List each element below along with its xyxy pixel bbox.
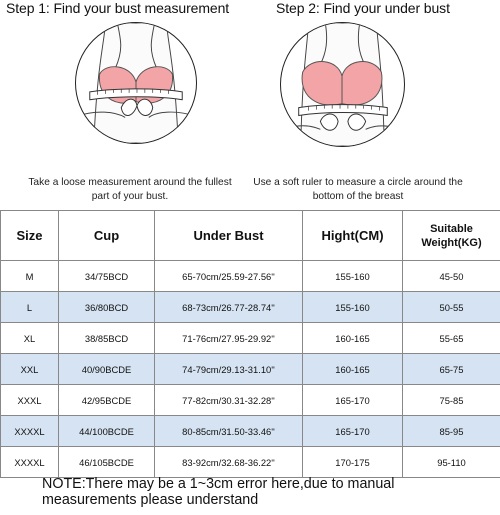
cell-height: 170-175 — [303, 447, 403, 478]
cell-cup: 44/100BCDE — [59, 416, 155, 447]
cell-under-bust: 74-79cm/29.13-31.10'' — [155, 354, 303, 385]
step-1-caption-line-2: part of your bust. — [91, 191, 169, 202]
step-1-caption-line-1: Take a loose measurement around the fullest — [28, 177, 232, 188]
cell-height: 165-170 — [303, 385, 403, 416]
table-row — [1, 292, 500, 323]
cell-weight: 50-55 — [403, 292, 500, 323]
cell-under-bust: 83-92cm/32.68-36.22'' — [155, 447, 303, 478]
step-1-title: Step 1: Find your bust measurement — [6, 0, 230, 16]
table-header-row — [1, 211, 500, 261]
bust-measurement-figure — [76, 23, 196, 143]
cell-under-bust: 68-73cm/26.77-28.74'' — [155, 292, 303, 323]
header-weight — [403, 211, 500, 261]
cell-height: 165-170 — [303, 416, 403, 447]
table-row — [1, 323, 500, 354]
header-under-bust: Under Bust — [155, 211, 303, 261]
cell-height: 155-160 — [303, 261, 403, 292]
table-row — [1, 416, 500, 447]
cell-cup: 36/80BCD — [59, 292, 155, 323]
cell-cup: 46/105BCDE — [59, 447, 155, 478]
cell-weight: 85-95 — [403, 416, 500, 447]
error-note-line-2: measurements please understand — [42, 492, 259, 508]
cell-weight: 65-75 — [403, 354, 500, 385]
size-chart-table — [0, 210, 500, 478]
cell-under-bust: 65-70cm/25.59-27.56'' — [155, 261, 303, 292]
step-2-caption-line-1: Use a soft ruler to measure a circle around the — [253, 177, 463, 188]
cell-height: 160-165 — [303, 354, 403, 385]
cell-height: 155-160 — [303, 292, 403, 323]
table-row — [1, 385, 500, 416]
cell-weight: 95-110 — [403, 447, 500, 478]
cell-cup: 38/85BCD — [59, 323, 155, 354]
table-row — [1, 447, 500, 478]
under-bust-figure — [281, 23, 404, 146]
cell-cup: 42/95BCDE — [59, 385, 155, 416]
header-weight-line-1: Suitable — [430, 222, 473, 235]
header-height: Hight(CM) — [303, 211, 403, 261]
cell-weight: 75-85 — [403, 385, 500, 416]
cell-height: 160-165 — [303, 323, 403, 354]
header-cup: Cup — [59, 211, 155, 261]
header-weight-line-2: Weight(KG) — [421, 236, 482, 249]
cell-cup: 40/90BCDE — [59, 354, 155, 385]
step-2-title: Step 2: Find your under bust — [276, 0, 450, 16]
cell-weight: 45-50 — [403, 261, 500, 292]
error-note-line-1: NOTE:There may be a 1~3cm error here,due to manual — [42, 476, 395, 492]
cell-size: L — [1, 292, 59, 323]
table-row — [1, 354, 500, 385]
cell-size: M — [1, 261, 59, 292]
cell-size: XXL — [1, 354, 59, 385]
table-row — [1, 261, 500, 292]
cell-size: XXXXL — [1, 447, 59, 478]
step-2-caption-line-2: bottom of the breast — [312, 191, 404, 202]
bust-measurement-illustration — [75, 22, 197, 144]
cell-weight: 55-65 — [403, 323, 500, 354]
error-note — [42, 476, 394, 508]
header-size: Size — [1, 211, 59, 261]
cell-cup: 34/75BCD — [59, 261, 155, 292]
cell-under-bust: 80-85cm/31.50-33.46'' — [155, 416, 303, 447]
cell-size: XXXXL — [1, 416, 59, 447]
cell-under-bust: 77-82cm/30.31-32.28'' — [155, 385, 303, 416]
step-1-caption — [10, 176, 250, 204]
cell-size: XL — [1, 323, 59, 354]
cell-size: XXXL — [1, 385, 59, 416]
cell-under-bust: 71-76cm/27.95-29.92'' — [155, 323, 303, 354]
step-2-caption — [248, 176, 468, 204]
under-bust-illustration — [280, 22, 405, 147]
